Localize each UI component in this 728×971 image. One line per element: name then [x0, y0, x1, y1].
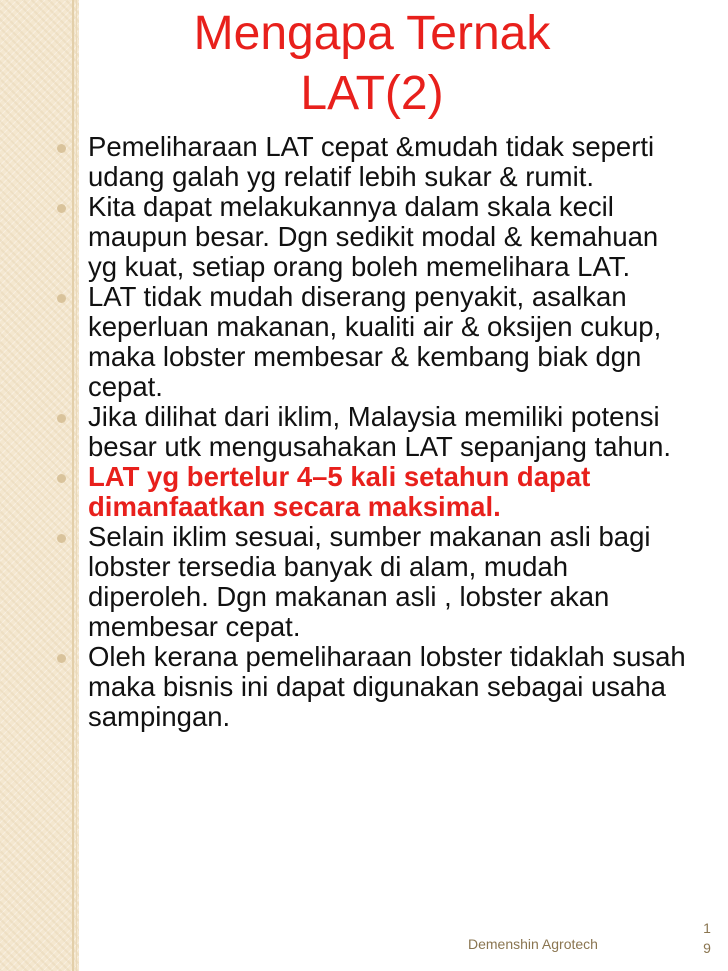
page-number-line-1: 1: [703, 920, 711, 936]
bullet-item: [48, 522, 688, 642]
bullet-item: [48, 282, 688, 402]
bullet-dot-icon: [57, 534, 66, 543]
bullet-item-highlighted: [48, 462, 688, 522]
bullet-text: Oleh kerana pemeliharaan lobster tidaklah susah maka bisnis ini dapat digunakan sebagai usaha sampingan.: [88, 641, 686, 732]
title-line-2: LAT(2): [300, 67, 444, 120]
slide-title: [92, 4, 652, 124]
bullet-dot-icon: [57, 204, 66, 213]
bullet-dot-icon: [57, 474, 66, 483]
page-number-line-2: 9: [703, 940, 711, 956]
bullet-item: [48, 402, 688, 462]
bullet-dot-icon: [57, 294, 66, 303]
bullet-item: [48, 642, 688, 732]
bullet-text: LAT tidak mudah diserang penyakit, asalkan keperluan makanan, kualiti air & oksijen cukup, maka lobster membesar & kembang biak dgn cepat.: [88, 281, 662, 402]
bullet-text: Selain iklim sesuai, sumber makanan asli bagi lobster tersedia banyak di alam, mudah diperoleh. Dgn makanan asli , lobster akan membesar cepat.: [88, 521, 651, 642]
bullet-list: [48, 132, 688, 732]
bullet-dot-icon: [57, 414, 66, 423]
bullet-item: [48, 132, 688, 192]
title-line-1: Mengapa Ternak: [193, 7, 551, 60]
bullet-text: Pemeliharaan LAT cepat &mudah tidak seperti udang galah yg relatif lebih sukar & rumit.: [88, 131, 655, 192]
bullet-dot-icon: [57, 654, 66, 663]
footer-text: Demenshin Agrotech: [468, 936, 598, 952]
bullet-dot-icon: [57, 144, 66, 153]
page-number: [700, 918, 714, 958]
bullet-text: LAT yg bertelur 4–5 kali setahun dapat dimanfaatkan secara maksimal.: [88, 461, 591, 522]
bullet-text: Jika dilihat dari iklim, Malaysia memiliki potensi besar utk mengusahakan LAT sepanjang tahun.: [88, 401, 672, 462]
bullet-text: Kita dapat melakukannya dalam skala kecil maupun besar. Dgn sedikit modal & kemahuan yg kuat, setiap orang boleh memelihara LAT.: [88, 191, 659, 282]
bullet-item: [48, 192, 688, 282]
